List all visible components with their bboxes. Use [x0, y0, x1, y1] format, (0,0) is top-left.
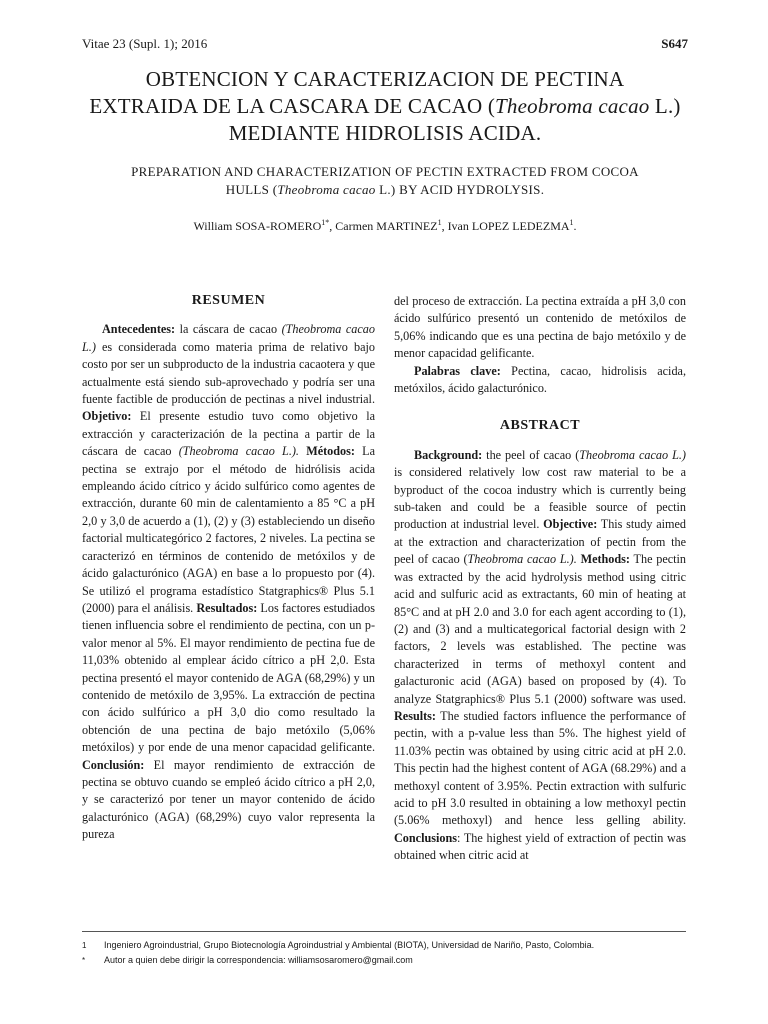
- objetivo-text: El presente estudio tuvo como objetivo la extracción y caracterización de la pectina a partir de la cáscara de cacao: [82, 409, 375, 459]
- resumen-continued: del proceso de extracción. La pectina extraída a pH 3,0 con ácido sulfúrico presentó un contenido de metóxilos de 5,06% indicando que es una pectina de bajo metóxilo y de menor capacidad gelificante.: [394, 294, 686, 361]
- keywords-label: Palabras clave:: [414, 363, 501, 378]
- author: [193, 219, 335, 233]
- title-line-2-post: L.): [649, 94, 681, 118]
- footnote-divider: [82, 931, 686, 932]
- title-line-2: [82, 93, 688, 120]
- resumen-body: [82, 321, 375, 843]
- author-separator: ,: [441, 219, 448, 233]
- author-name: William SOSA-ROMERO: [193, 219, 322, 233]
- running-head: [82, 36, 688, 52]
- author-affiliation-mark: 1*: [321, 218, 330, 227]
- footnote-affiliation: [82, 938, 686, 953]
- subtitle-line-2-post: L.) BY ACID HYDROLYSIS.: [375, 182, 545, 197]
- journal-citation: Vitae 23 (Supl. 1); 2016: [82, 36, 208, 51]
- resultados-label: Resultados:: [196, 600, 258, 615]
- results-label: Results:: [394, 708, 436, 723]
- results-text: The studied factors influence the performance of pectin, with a p-value less than 5%. The highest yield of 11.03% pectin was obtained by using citric acid at pH 2.0. This pectin had the highest content of AGA (68.29%) and a methoxyl content of 3.95%. Pectin extraction with sulfuric acid to pH 3.0 resulted in obtaining a low methoxyl pectin (5.06% methoxyl) and hence less gelling ability.: [394, 708, 686, 828]
- page-number: S647: [661, 36, 688, 51]
- antecedentes-species: (Theobroma cacao L.): [82, 322, 375, 354]
- abstract-heading: ABSTRACT: [499, 418, 581, 434]
- objetivo-label: Objetivo:: [82, 409, 132, 424]
- metodos-label: Métodos:: [306, 444, 355, 459]
- keywords: [394, 363, 686, 398]
- footnote-mark: *: [82, 956, 86, 965]
- keywords-text: Pectina, cacao, hidrolisis acida, metóxilos, ácido galacturónico.: [394, 363, 686, 396]
- author-list: [82, 218, 688, 234]
- author: [335, 219, 447, 233]
- footnote-text: Autor a quien debe dirigir la correspondencia: williamsosaromero@gmail.com: [104, 955, 413, 965]
- footnote-text: Ingeniero Agroindustrial, Grupo Biotecnología Agroindustrial y Ambiental (BIOTA), Universidad de Nariño, Pasto, Colombia.: [104, 940, 595, 950]
- footnote-correspondence: [82, 953, 686, 968]
- author-affiliation-mark: 1: [437, 218, 442, 227]
- conclusion-label: Conclusión:: [82, 757, 145, 772]
- subtitle-line-2: [82, 181, 688, 199]
- author-separator: .: [573, 219, 577, 233]
- title-line-1: OBTENCION Y CARACTERIZACION DE PECTINA: [145, 67, 625, 91]
- author: [448, 219, 577, 233]
- antecedentes-text: la cáscara de cacao: [175, 322, 282, 337]
- author-name: Ivan LOPEZ LEDEZMA: [447, 219, 570, 233]
- methods-label: Methods:: [580, 552, 630, 567]
- title-line-2-pre: EXTRAIDA DE LA CASCARA DE CACAO (: [89, 94, 496, 118]
- author-affiliation-mark: 1: [569, 218, 574, 227]
- background-label: Background:: [414, 447, 483, 462]
- background-species: Theobroma cacao L.): [579, 447, 686, 462]
- objetivo-species: (Theobroma cacao L.).: [178, 444, 299, 459]
- abstract-body: [394, 447, 686, 865]
- article-title: [82, 66, 688, 147]
- metodos-text: La pectina se extrajo por el método de hidrólisis acida empleando ácido cítrico y ácido sulfúrico como agentes de extracción, durante 60 min de calentamiento a 85 °C a pH 2,0 y 3,0 de acuerdo a (1), (2) y (3) estableciendo un diseño factorial multicategórico 2 factores, 2 niveles. La pectina se caracterizó en términos de contenido de metóxilos y de ácido galacturónico (AGA) en base a lo propuesto por (4). Se utilizó el programa estadístico Statgraphics® Plus 5.1 (2000) para el análisis.: [82, 444, 376, 615]
- title-line-3: MEDIANTE HIDROLISIS ACIDA.: [228, 121, 542, 145]
- conclusions-label: Conclusions: [394, 830, 457, 845]
- antecedentes-label: Antecedentes:: [102, 322, 176, 337]
- spacer: [394, 397, 686, 417]
- background-text: the peel of cacao (: [482, 447, 580, 462]
- objective-text: This study aimed at the extraction and characterization of pectin from the peel of cacao (: [394, 517, 686, 567]
- title-species: Theobroma cacao: [495, 94, 650, 118]
- author-name: Carmen MARTINEZ: [335, 219, 438, 233]
- footnote-mark: 1: [82, 941, 87, 950]
- right-column: [394, 293, 686, 865]
- left-column: [82, 292, 375, 844]
- resultados-text: Los factores estudiados tienen influencia sobre el rendimiento de pectina, con un p-valor menor al 5%. El mayor rendimiento de pectina fue de 11,03% obtenido al emplear ácido cítrico a pH 2,0. Esta pectina presentó el mayor contenido de AGA (68,29%) y un contenido de metóxilo de 3,95%. La extracción de pectina con ácido sulfúrico a pH 3,0 dio como resultado la obtención de una pectina de bajo metóxilo (5,06% metóxilos) y por ende de una menor capacidad gelificante.: [82, 600, 375, 755]
- subtitle-line-1: PREPARATION AND CHARACTERIZATION OF PECTIN EXTRACTED FROM COCOA: [131, 164, 639, 179]
- resumen-heading: RESUMEN: [191, 293, 266, 308]
- article-subtitle: [82, 163, 688, 199]
- background-text-2: is considered relatively low cost raw material to be a byproduct of the cocoa industry which is currently being sub-taken and could be a feasible source of pectin production at industrial level.: [394, 465, 686, 532]
- subtitle-species: Theobroma cacao: [277, 182, 376, 197]
- conclusion-text: El mayor rendimiento de extracción de pectina se obtuvo cuando se empleó ácido cítrico a pH 2,0, y se caracterizó por tener un mayor contenido de ácido galacturónico (AGA) (68,29%) cuyo valor representa la pureza: [82, 757, 375, 842]
- antecedentes-text-2: es considerada como materia prima de relativo bajo costo por ser un subproducto de la industria cacaotera y que actualmente está siendo sub-aprovechado y podría ser una fuente factible de producción de pectinas a nivel industrial.: [82, 339, 375, 407]
- subtitle-line-2-pre: HULLS (: [225, 182, 278, 197]
- conclusions-text: : The highest yield of extraction of pectin was obtained when citric acid at: [394, 830, 686, 863]
- objective-species: Theobroma cacao L.).: [467, 552, 577, 567]
- objective-label: Objective:: [543, 517, 598, 532]
- methods-text: The pectin was extracted by the acid hydrolysis method using citric acid and sulfuric acid as extractants, 60 min of heating at 85°C and at pH 2.0 and 3.0 for each agent according to (1), (2) and (3) and a multicategorical factorial design with 2 factors, 2 levels was established. The pectine was characterized in terms of methoxyl content and galacturonic acid (AGA) based on proposed by (4). To analyze Statgraphics® Plus 5.1 (2000) software was used.: [394, 552, 687, 706]
- footnotes: [82, 938, 686, 968]
- author-separator: ,: [329, 219, 336, 233]
